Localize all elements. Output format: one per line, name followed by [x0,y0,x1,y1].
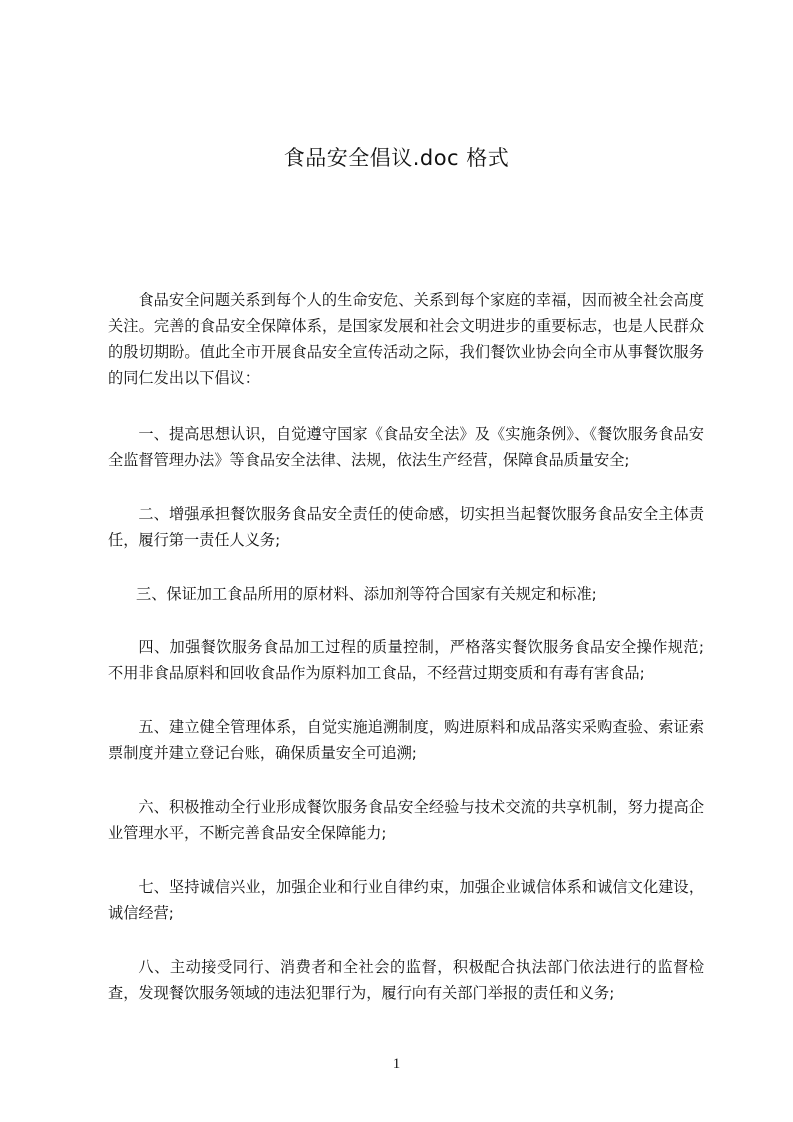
page-number: 1 [392,1056,401,1072]
proposal-item-3: 三、保证加工食品所用的原材料、添加剂等符合国家有关规定和标准; [136,585,597,603]
proposal-item-5: 五、建立健全管理体系，自觉实施追溯制度，购进原料和成品落实采购查验、索证索票制度并建立登记台账，确保质量安全可追溯; [108,718,704,762]
proposal-item-6: 六、积极推动全行业形成餐饮服务食品安全经验与技术交流的共享机制，努力提高企业管理水平，不断完善食品安全保障能力; [108,798,704,842]
intro-paragraph: 食品安全问题关系到每个人的生命安危、关系到每个家庭的幸福，因而被全社会高度关注。完善的食品安全保障体系，是国家发展和社会文明进步的重要标志，也是人民群众的殷切期盼。值此全市开展食品安全宣传活动之际，我们餐饮业协会向全市从事餐饮服务的同仁发出以下倡议： [108,291,704,387]
proposal-item-2: 二、增强承担餐饮服务食品安全责任的使命感，切实担当起餐饮服务食品安全主体责任，履行第一责任人义务; [108,505,704,549]
proposal-item-7: 七、坚持诚信兴业，加强企业和行业自律约束，加强企业诚信体系和诚信文化建设，诚信经营; [108,878,704,922]
proposal-item-8: 八、主动接受同行、消费者和全社会的监督，积极配合执法部门依法进行的监督检查，发现餐饮服务领域的违法犯罪行为，履行向有关部门举报的责任和义务; [108,958,704,1002]
proposal-item-1: 一、提高思想认识，自觉遵守国家《食品安全法》及《实施条例》、《餐饮服务食品安全监督管理办法》等食品安全法律、法规，依法生产经营，保障食品质量安全; [108,425,704,469]
document-title: 食品安全倡议.doc 格式 [283,146,510,170]
proposal-item-4: 四、加强餐饮服务食品加工过程的质量控制，严格落实餐饮服务食品安全操作规范;不用非食品原料和回收食品作为原料加工食品，不经营过期变质和有毒有害食品; [108,638,704,682]
